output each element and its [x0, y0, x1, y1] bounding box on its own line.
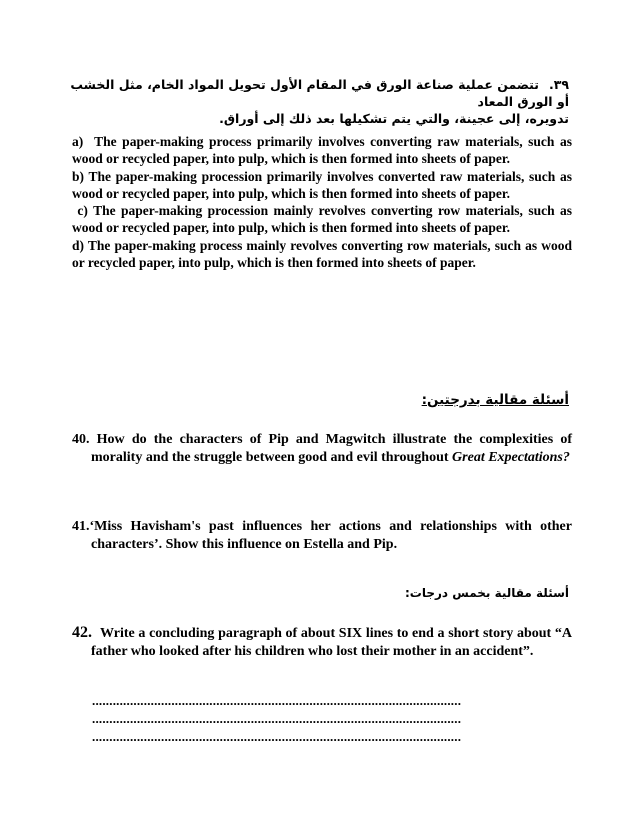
- answer-line-3[interactable]: ...........................................................................................................: [92, 729, 462, 744]
- question-41-number: 41.: [72, 519, 90, 534]
- option-b-text: The paper-making procession primarily involves converted raw materials, such as wood or recycled paper, into pulp, which is then formed into sheets of paper.: [72, 168, 572, 201]
- option-a-text: The paper-making process primarily involves converting raw materials, such as wood or recycled paper, into pulp, which is then formed into sheets of paper.: [72, 134, 572, 167]
- question-40-body: [72, 431, 572, 467]
- answer-line-1[interactable]: ...........................................................................................................: [92, 693, 462, 708]
- question-39-line-1: [69, 76, 569, 110]
- option-c: [72, 202, 572, 237]
- section-heading-two-marks: أسئلة مقالية بدرجتين:: [421, 392, 569, 408]
- question-39-text-1: تتضمن عملية صناعة الورق في المقام الأول تحويل المواد الخام، مثل الخشب أو الورق المعاد: [70, 77, 569, 109]
- question-40-italic: Great Expectations?: [452, 450, 570, 465]
- option-c-label: c): [77, 203, 88, 219]
- question-40-text: How do the characters of Pip and Magwitch illustrate the complexities of morality and the struggle between good and evil throughout: [91, 432, 573, 465]
- answer-options: [72, 133, 572, 271]
- option-a: [72, 133, 572, 168]
- question-40-number: 40.: [72, 432, 90, 447]
- question-41: [72, 518, 572, 554]
- option-d-text: The paper-making process mainly revolves converting row materials, such as wood or recycled paper, into pulp, which is then formed into sheets of paper.: [72, 237, 572, 271]
- question-42-number: 42.: [72, 624, 92, 641]
- question-41-body: [72, 518, 572, 554]
- question-42-text: Write a concluding paragraph of about SIX lines to end a short story about “A father who looked after his children who lost their mother in an accident”.: [91, 626, 572, 659]
- option-d: [72, 237, 572, 272]
- option-b: [72, 168, 572, 203]
- option-b-label: b): [72, 168, 85, 184]
- option-c-text: The paper-making procession mainly revolves converting row materials, such as wood or recycled paper, into pulp, which is then formed into sheets of paper.: [72, 203, 572, 236]
- question-41-text: ‘Miss Havisham's past influences her actions and relationships with other characters’. Show this influence on Estella and Pip.: [89, 519, 572, 552]
- answer-line-2[interactable]: ...........................................................................................................: [92, 711, 462, 726]
- question-39-text-2: تدويره، إلى عجينة، والتي يتم تشكيلها بعد ذلك إلى أوراق.: [219, 111, 569, 126]
- question-40: [72, 431, 572, 467]
- question-39: [69, 76, 569, 127]
- question-42: [72, 624, 572, 661]
- question-42-body: [72, 624, 572, 661]
- section-heading-five-marks: أسئلة مقالية بخمس درجات:: [404, 586, 569, 600]
- option-a-label: a): [72, 134, 84, 149]
- question-39-number: ٣٩.: [548, 77, 569, 92]
- option-d-label: d): [72, 237, 85, 253]
